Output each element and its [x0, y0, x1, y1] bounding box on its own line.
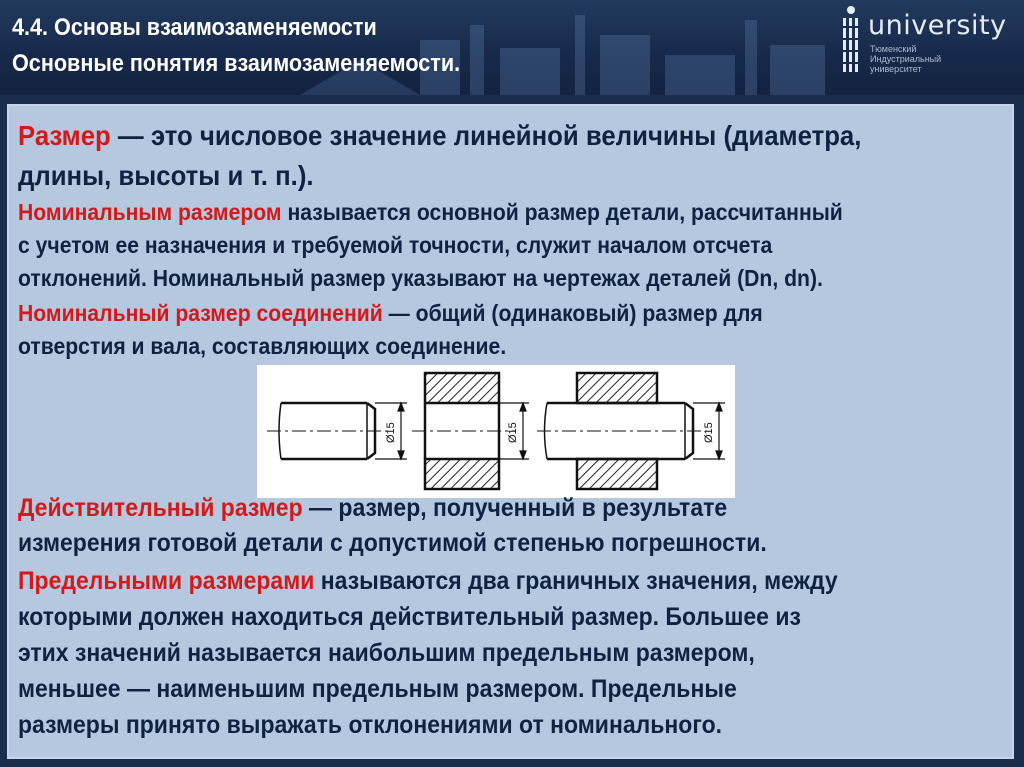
- term-size: Размер: [18, 120, 111, 151]
- logo-subtitle: Тюменский Индустриальный университет: [870, 44, 942, 74]
- paragraph-joint-nominal-size: Номинальный размер соединений — общий (одинаковый) размер для отверстия и вала, составляющих соединение.: [18, 300, 763, 359]
- slide-title: 4.4. Основы взаимозаменяемости: [12, 14, 377, 41]
- logo-mark-icon: [838, 4, 864, 74]
- term-actual-size: Действительный размер: [18, 494, 303, 522]
- dimension-label-hole: Ø15: [507, 422, 519, 443]
- dimension-label-joint: Ø15: [703, 422, 715, 443]
- paragraph-limit-sizes: Предельными размерами называются два граничных значения, между которыми должен находиться действительный размер. Большее из этих значений называется наибольшим предельным размером, меньшее — наименьшим предельным размером. Предельные размеры принято выражать отклонениями от номинального.: [18, 567, 838, 739]
- dimension-label-shaft: Ø15: [385, 422, 397, 443]
- university-logo: [838, 4, 1018, 76]
- term-nominal-size: Номинальным размером: [18, 199, 282, 225]
- slide-header: [0, 0, 1024, 95]
- term-joint-nominal-size: Номинальный размер соединений: [18, 300, 383, 326]
- logo-wordmark: university: [868, 10, 1007, 41]
- paragraph-size-definition: Размер — это числовое значение линейной величины (диаметра, длины, высоты и т. п.).: [18, 120, 862, 191]
- term-limit-sizes: Предельными размерами: [18, 567, 315, 595]
- paragraph-actual-size: Действительный размер — размер, полученный в результате измерения готовой детали с допустимой степенью погрешности.: [18, 494, 767, 557]
- slide-subtitle: Основные понятия взаимозаменяемости.: [12, 50, 461, 77]
- paragraph-nominal-size: Номинальным размером называется основной размер детали, рассчитанный с учетом ее назначения и требуемой точности, служит началом отсчета отклонений. Номинальный размер указывают на чертежах деталей (Dn, dn).: [18, 199, 843, 291]
- shaft-hole-drawing: [257, 365, 735, 498]
